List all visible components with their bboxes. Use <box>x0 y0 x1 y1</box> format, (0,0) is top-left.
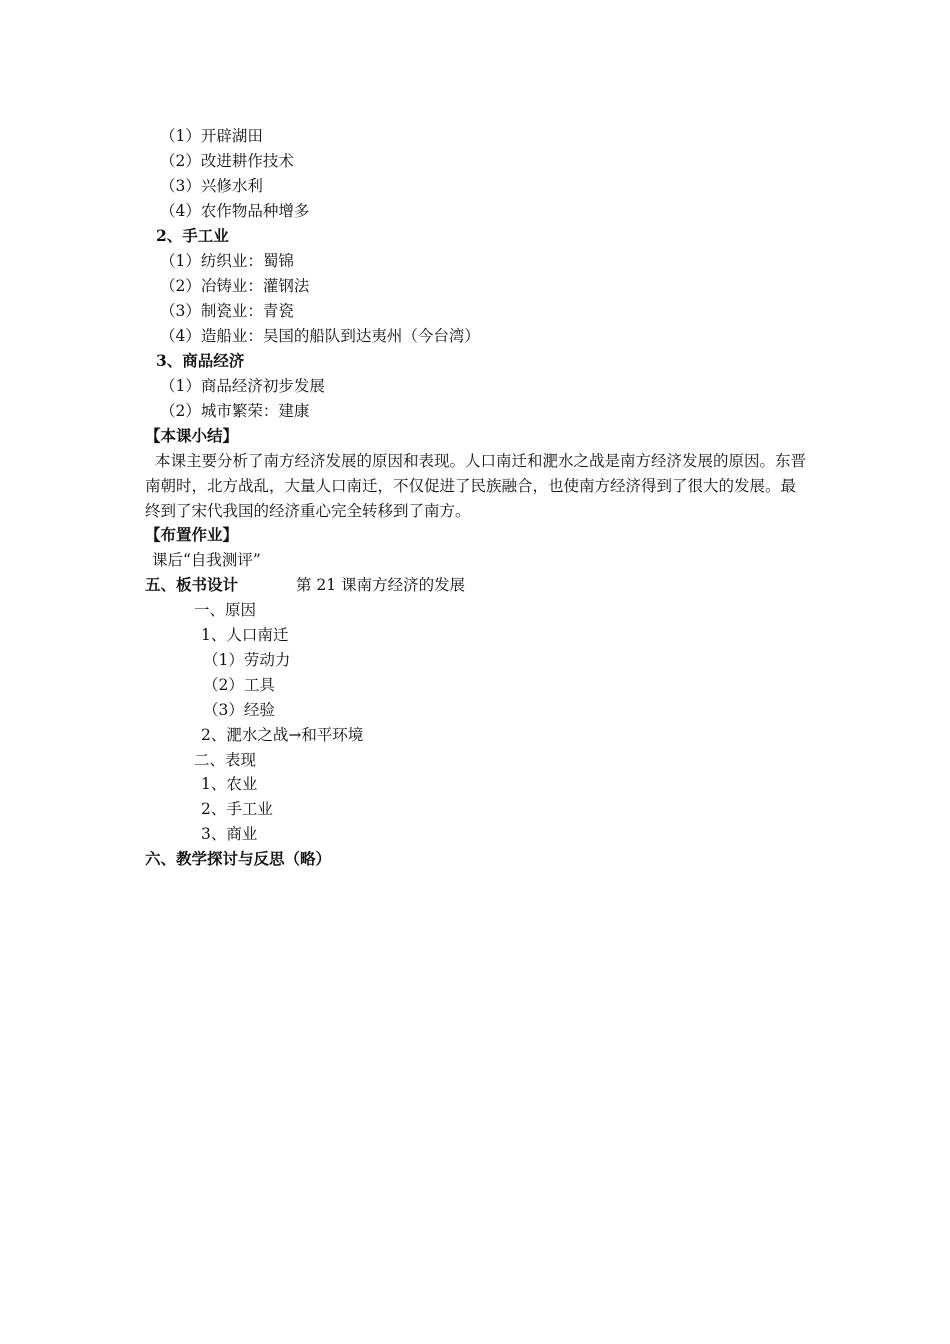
homework-text: 课后“自我测评” <box>152 551 261 569</box>
agri-item: （2）改进耕作技术 <box>160 152 294 170</box>
handicraft-item: （1）纺织业：蜀锦 <box>160 252 294 270</box>
homework-heading: 【布置作业】 <box>145 525 239 544</box>
outline-handicraft: 2、手工业 <box>201 800 273 818</box>
handicraft-item: （4）造船业：吴国的船队到达夷州（今台湾） <box>160 327 480 345</box>
commerce-heading: 3、商品经济 <box>156 351 245 370</box>
summary-paragraph <box>145 449 810 524</box>
summary-heading: 【本课小结】 <box>145 426 239 445</box>
outline-manifestations: 二、表现 <box>194 751 257 769</box>
outline-tools: （2）工具 <box>203 676 275 694</box>
commerce-item: （2）城市繁荣：建康 <box>160 402 310 420</box>
handicraft-item: （2）冶铸业：灌钢法 <box>160 277 310 295</box>
outline-feishui: 2、淝水之战→和平环境 <box>201 726 364 744</box>
outline-reasons: 一、原因 <box>194 601 257 619</box>
board-heading: 五、板书设计 <box>145 575 239 594</box>
agri-item: （4）农作物品种增多 <box>160 202 310 220</box>
handicraft-heading: 2、手工业 <box>156 226 229 245</box>
outline-agriculture: 1、农业 <box>201 775 258 793</box>
outline-migration: 1、人口南迁 <box>201 626 289 644</box>
agri-item: （3）兴修水利 <box>160 177 263 195</box>
reflection-heading: 六、教学探讨与反思（略） <box>145 849 332 868</box>
agri-item: （1）开辟湖田 <box>160 127 263 145</box>
outline-experience: （3）经验 <box>203 701 275 719</box>
outline-labor: （1）劳动力 <box>203 651 291 669</box>
handicraft-item: （3）制瓷业：青瓷 <box>160 302 294 320</box>
outline-commerce: 3、商业 <box>201 825 258 843</box>
summary-text: 本课主要分析了南方经济发展的原因和表现。人口南迁和淝水之战是南方经济发展的原因。东晋南朝时，北方战乱，大量人口南迁，不仅促进了民族融合，也使南方经济得到了很大的发展。最终到了宋代我国的经济重心完全转移到了南方。 <box>145 452 807 520</box>
board-title: 第 21 课南方经济的发展 <box>296 576 466 594</box>
commerce-item: （1）商品经济初步发展 <box>160 377 325 395</box>
